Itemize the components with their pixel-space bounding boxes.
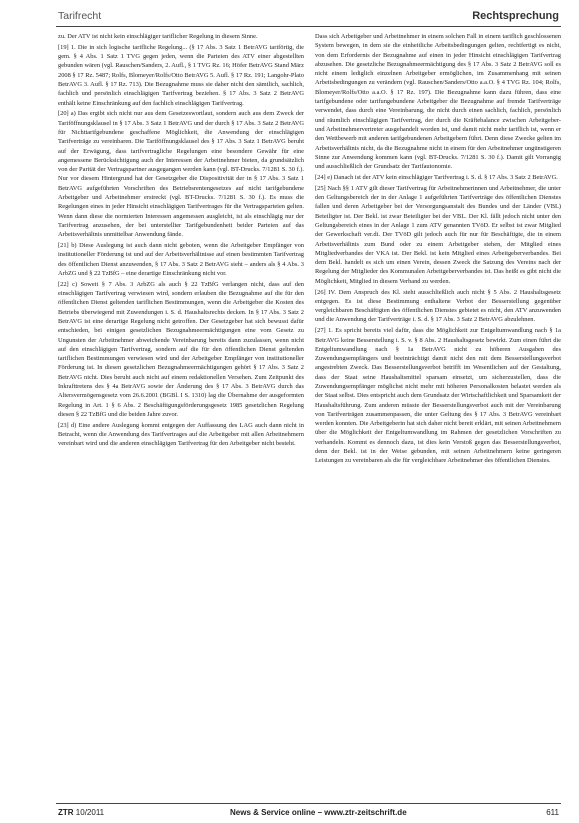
- paragraph: [23] d) Eine andere Auslegung kommt entgegen der Auffassung des LAG auch dann nicht in Betracht, wenn die Anwendung des Tarifvertrages auf die Arbeitgeber mit allen Arbeitnehmern vereinbart wird und die anderen einschlägigen Tarifvertrag für den Arbeitgeber nicht besteht.: [58, 421, 304, 448]
- category-title: Rechtsprechung: [472, 10, 559, 22]
- paragraph: [25] Nach §§ 1 ATV gilt dieser Tarifvertrag für Arbeitnehmerinnen und Arbeitnehmer, die unter den Geltungsbereich der in der Anlage 1 aufgeführten Tarifverträge des öffentlichen Dienstes fallen und deren Arbeitgeber bei der Versorgungsanstalt des Bundes und der Länder (VBL) Beteiligter ist. Der Bekl. ist zwar Beteiligter bei der VBL. Der Kl. fällt jedoch nicht unter den Geltungsbereich eines in der Anlage 1 zum ATV genannten TVöD. Er selbst ist zwar Mitglied der Gewerkschaft ver.di. Der TVöD gilt jedoch auch für nur für Beschäftigte, die in einem Arbeitsverhältnis zum Bund oder zu einem Arbeitgeber stehen, der Mitglied eines Mitgliedverbandes der VKA ist. Der Bekl. ist kein Mitglied eines Arbeitgeberverbandes. Bei dem Bekl. handelt es sich um einen Verein, dessen Zweck die Satzung des Vereins nach der Regelung der Mitglieder des Kommunalen Arbeitgeberverbandes ist. Das heißt es gibt nicht die Möglichkeit, Mitglied in diesem Verband zu werden.: [315, 184, 561, 285]
- page-header: [0, 0, 579, 26]
- paragraph: [21] b) Diese Auslegung ist auch dann nicht geboten, wenn die Arbeitgeber Empfänger von institutioneller Förderung ist und auf der Arbeitsverhältnisse auf einen bestimmten Tarifvertrag des öffentlichen Dienst anzuwenden, § 17 Abs. 3 Satz 2 BetrAVG sieht – anders als § 4 Abs. 3 ArbZG und § 22 TzBfG – eine derartige Einschränkung nicht vor.: [58, 242, 304, 277]
- footer-divider: [56, 803, 561, 804]
- right-column: [315, 32, 561, 794]
- paragraph: [27] 1. Es spricht bereits viel dafür, dass die Möglichkeit zur Entgeltumwandlung nach § 1a BetrAVG keine Besserstellung i. S. v. § 8 Abs. 2 Haushaltsgesetz bewirkt. Zum einen führt die Entgeltumwandlung nach § 1a BetrAVG nicht zu höheren Ausgaben des Zuwendungsempfängers und beeinträchtigt damit nicht den mit dem Besserstellungsverbot angestrebten Zweck. Das Besserstellungsverbot betrifft im Wesentlichen auf der Gestaltung, dass der Staat seine Haushaltsmittel sparsam einsetzt, um sicherzustellen, dass die Zuwendungsempfänger möglichst nicht mehr mit höheren Personalkosten belastet werden als der Staat selbst. Dies entspricht auch dem Grundsatz der Wirtschaftlichkeit und Sparsamkeit der Haushaltsführung. Zum anderen müsste der Besserstellungsverbot auch mit der Vereinbarung von Tarifverträgen zusammenpassen, die unter Geltung des § 17 Abs. 3 BetrAVG vereinbart werden konnten. Die Arbeitgeberin hat sich daher nicht bereit erklärt, mit seinen Arbeitnehmern über die Möglichkeit der Entgeltumwandlung im Rahmen der gesetzlichen Vorschriften zu verhandeln. Kommt es dennoch dazu, ist dies kein Verstoß gegen das Besserstellungsverbot, denn der Bekl. ist in der Weise gebunden, mit seinen Arbeitnehmern keine geringeren Leistungen zu vereinbaren als die für vergleichbare Arbeitnehmer des öffentlichen Dienstes.: [315, 327, 561, 465]
- journal-info: [58, 808, 104, 817]
- page-footer: [0, 806, 579, 820]
- section-title: Tarifrecht: [58, 10, 102, 22]
- journal-name: ZTR: [58, 808, 74, 817]
- footer-link[interactable]: News & Service online – www.ztr-zeitschrift.de: [230, 808, 407, 817]
- paragraph: Dass sich Arbeitgeber und Arbeitnehmer in einem solchen Fall in einem tariflich geschlossenen System bewegen, in dem sie die einheitliche Arbeitsbedingungen gelten, rechtfertigt es nicht, von dem Erfordernis der Bezugnahme auf einen in jeder Hinsicht einschlägigen Tarifvertrag abzusehen. Die gesetzliche Bezugnahmeermächtigung des § 17 Abs. 3 Satz 2 BetrAVG soll es nicht einem lediglich einzelnen Arbeitgeber ermöglichen, im Zusammenhang mit seinen Arbeitsbedingungen zu verändern (vgl. Rauschen/Sanders/Otto a.a.O. § 4 TVG Rz. 104; Rolfs, Blomeyer/Rolfs/Otto a.a.O. § 17 Rz. 197). Die Bezugnahme kann dazu führen, dass eine tarifgebundene oder tarifungebundene Arbeitgeber die Bezugnahme auf fremde Tarifverträge verwendet, dass durch eine Vereinbarung, die nicht durch einen sachlich, fachlich, persönlich und räumlich einschlägigen Tarifvertrag, der durch die Kräftebalance zwischen Arbeitgeber- und Arbeitnehmervertreter ausgehandelt worden ist, und damit nicht mehr tariflich ist, wenn er den Wettbewerb mit anderen tarifgebundenen Arbeitgebern führt. Denn diese Zwecke gelten im Arbeitsverhältnis nicht, da die Bezugnahme nicht in einem für den Arbeitnehmer ungünstigeren Sinne zur Anwendung kommen kann (vgl. BT-Drucks. 7/1281 S. 30 f.). Damit gilt Vorrangig und ausschließlich der Grundsatz der Tarifautonomie.: [315, 33, 561, 171]
- page-number: 611: [546, 808, 559, 817]
- paragraph: [26] IV. Dem Anspruch des Kl. steht ausschließlich auch nicht § 5 Abs. 2 Haushaltsgesetz entgegen. Es ist diese Bestimmung enthaltene Verbot der Besserstellung gegenüber vergleichbaren Beschäftigten des öffentlichen Dienstes gebietet es nicht, den ATV anzuwenden und die Anwendung der Tarifverträge i. S. d. § 17 Abs. 3 Satz 2 BetrAVG abzulehnen.: [315, 288, 561, 324]
- paragraph: [24] e) Danach ist der ATV kein einschlägiger Tarifvertrag i. S. d. § 17 Abs. 3 Satz 2 BetrAVG.: [315, 173, 558, 181]
- left-column: [58, 32, 304, 794]
- journal-issue: 10/2011: [75, 808, 105, 817]
- paragraph: zu. Der ATV ist nicht kein einschlägiger tariflicher Regelung in diesem Sinne.: [58, 33, 258, 40]
- paragraph: [20] a) Das ergibt sich nicht nur aus dem Gesetzeswortlaut, sondern auch aus dem Zweck der Tariföffnungsklausel in § 17 Abs. 3 Satz 1 BetrAVG und der durch § 17 Abs. 3 Satz 2 BetrAVG für Nichttarifgebundene geschaffene Möglichkeit, die Anwendung der einschlägigen Tarifverträge zu vereinbaren. Die Tariföffnungsklausel des § 17 Abs. 3 Satz 1 BetrAVG beruht auf der Erwägung, dass tarifvertragliche Regelungen eine besondere Gewähr für eine angemessene Berücksichtigung auch der Interessen der Arbeitnehmer bieten, da grundsätzlich von der Parität der Vertragspartner ausgegangen werden kann (vgl. BT-Drucks. 7/1281 S. 30 f.). Nur vor diesem Hintergrund hat der Gesetzgeber die Dispositivität der in § 17 Abs. 3 Satz 1 BetrAVG aufgeführten Vorschriften des Betriebsrentengesetzes auf nicht tarifgebundene Arbeitgeber und Arbeitnehmer erstreckt (vgl. BT-Drucks. 7/1281 S. 30 f.). Es muss die Regelungen eines in jeder Hinsicht einschlägigen Tarifvertrages für die Vertragsparteien gelten. Wenn dann diese die normierten Interessen angemessen ausgleicht, ist als einschlägig nur der Tarifvertrag anzusehen, der bei unterstellter Tarifgebundenheit beider Parteien auf das Arbeitsverhältnis unmittelbar Anwendung fände.: [58, 110, 304, 239]
- header-divider: [56, 26, 561, 27]
- paragraph: [22] c) Soweit § 7 Abs. 3 ArbZG als auch § 22 TzBfG verlangen nicht, dass auf den einschlägigen Tarifvertrag verwiesen wird, sondern erlauben die Bezugnahme auf die für den öffentlichen Dienst geltenden tariflichen Bestimmungen, wenn die Arbeitgeber die Kosten des Betriebs überwiegend mit Zuwendungen i. S. d. Haushaltsrechts decken. In § 17 Abs. 3 Satz 2 BetrAVG ist eine derartige Regelung nicht getroffen. Der Gesetzgeber hat sich bewusst dafür entschieden, bei einigen gesetzlichen Bezugnahmeermächtigungen eine vom Gesetz zu Ungunsten der Arbeitnehmer abweichende Vereinbarung bereits dann zuzulassen, wenn nicht auf den einschlägigen Tarifvertrag, sondern auf die für den öffentlichen Dienst geltenden tariflichen Bestimmungen verwiesen wird und der Arbeitgeber Empfänger von institutioneller Förderung ist. In diesen gesetzlichen Bezugnahmeermächtigungen gehört § 17 Abs. 3 Satz 2 BetrAVG nicht. Dies beruht auch nicht auf einem redaktionellen Versehen. Zum Zeitpunkt des Inkrafttretens des § 4a BetrAVG sowie der Änderung des § 17 Abs. 3 BetrAVG durch das Altersvermögensgesetz vom 26.6.2001 (BGBl. I S. 1310) lag die Übernahme der ausgeformten Regelung in Art. 1 § 6 Abs. 2 Beschäftigungsförderungsgesetz 1985 gesetzlichen Regelung diesen § 22 TzBfG und die beiden Jahre zuvor.: [58, 280, 304, 418]
- paragraph: [19] 1. Die in sich logische tarifliche Regelung... (§ 17 Abs. 3 Satz 1 BetrAVG tariförtig, die gem. § 4 Abs. 1 Satz 1 TVG gegen jeden, wenn die Parteien des ATV einer abgestellten gebunden wären (vgl. Rauschen/Sanders, 2. Aufl., § 1 TVG Rz. 16; Höfer BetrAVG Stand März 2008 § 17 Rz. 5487; Rolfs, Blomeyer/Rolfs/Otto BetrAVG 5. Aufl. § 17 Rz. 191; Langohr-Plato BetrAVG 3. Aufl. § 17 Rz. 713). Die Bezugnahme muss sie daher nicht den sämtlich, sachlich, fachlich und persönlich einschlägigen Tarifvertrag beziehen. § 17 Abs. 3 Satz 2 BetrAVG enthält keine Einschränkung auf den fachlich einschlägigen Tarifvertrag.: [58, 43, 304, 107]
